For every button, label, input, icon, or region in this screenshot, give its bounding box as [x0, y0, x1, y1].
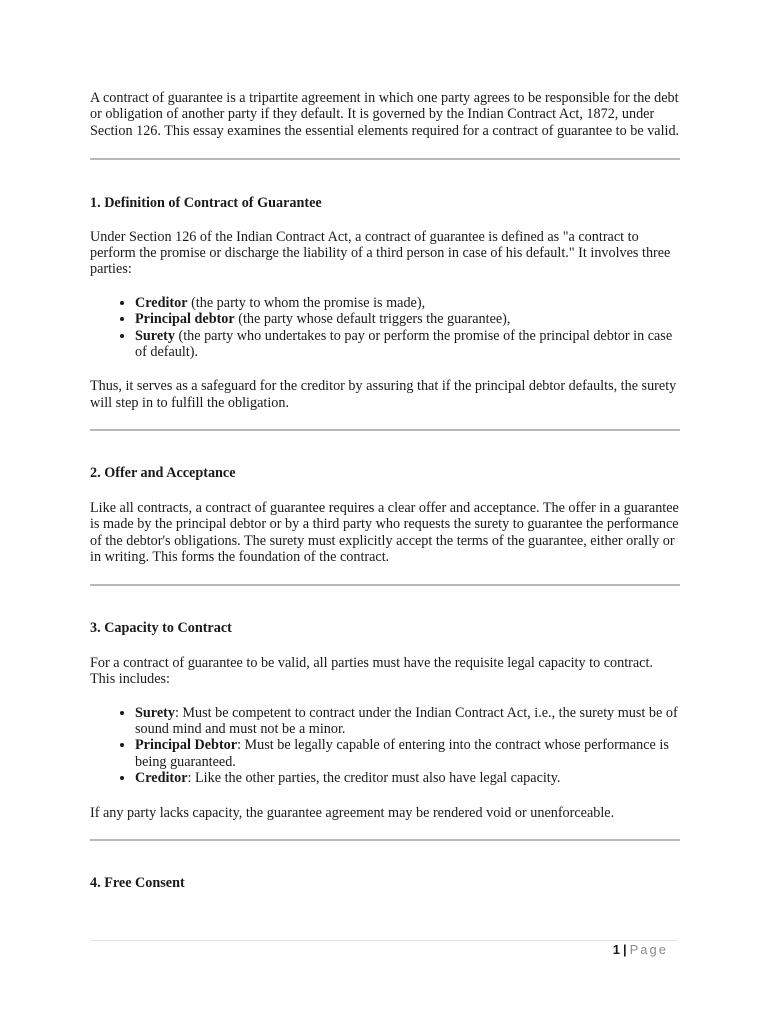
section-divider [90, 839, 680, 841]
section-paragraph: Under Section 126 of the Indian Contract Act, a contract of guarantee is defined as "a contract to perform the promise or discharge the liability of a third person in case of his default." It involves three parties: [90, 228, 671, 278]
list-item-term: Surety [135, 704, 175, 721]
page-footer [613, 942, 668, 957]
intro-paragraph: A contract of guarantee is a tripartite agreement in which one party agrees to be responsible for the debt or obligation of another party if they default. It is governed by the Indian Contract Act, 1872, under Section 126. This essay examines the essential elements required for a contract of guarantee to be valid. [90, 90, 680, 139]
list-item-term: Creditor [135, 770, 188, 787]
section-divider [90, 584, 680, 586]
section-heading: 1. Definition of Contract of Guarantee [90, 195, 322, 212]
list-item [135, 295, 680, 311]
list-item-term: Principal Debtor [135, 737, 238, 754]
section-divider [90, 429, 680, 431]
list-item [135, 328, 680, 361]
page-number: 1 [612, 942, 620, 957]
page-label: Page [629, 942, 668, 957]
section-heading: 2. Offer and Acceptance [90, 465, 236, 482]
list-item [135, 737, 680, 770]
section-paragraph: Like all contracts, a contract of guarantee requires a clear offer and acceptance. The offer in a guarantee is made by the principal debtor or by a third party who requests the surety to guarantee the performance of the debtor's obligations. The surety must explicitly accept the terms of the guarantee, either orally or in writing. This forms the foundation of the contract. [90, 499, 679, 565]
section-heading: 3. Capacity to Contract [90, 620, 232, 637]
list-item-text: (the party to whom the promise is made), [187, 294, 426, 311]
document-body [90, 90, 680, 891]
bullet-list [90, 295, 680, 361]
list-item-text: (the party whose default triggers the guarantee), [234, 311, 511, 328]
footer-separator: | [622, 942, 627, 957]
list-item-text: (the party who undertakes to pay or perform the promise of the principal debtor in case of default). [135, 327, 673, 361]
list-item-term: Creditor [135, 294, 188, 311]
footer-divider [90, 940, 678, 941]
list-item-text: : Must be competent to contract under the Indian Contract Act, i.e., the surety must be of sound mind and must not be a minor. [135, 704, 678, 737]
list-item-text: : Like the other parties, the creditor must also have legal capacity. [187, 770, 561, 787]
list-item-text: : Must be legally capable of entering into the contract whose performance is being guaranteed. [135, 737, 669, 770]
section-paragraph: Thus, it serves as a safeguard for the creditor by assuring that if the principal debtor defaults, the surety will step in to fulfill the obligation. [90, 378, 677, 411]
bullet-list [90, 705, 680, 787]
section-paragraph: For a contract of guarantee to be valid, all parties must have the requisite legal capacity to contract. This includes: [90, 654, 653, 688]
list-item-term: Surety [135, 327, 175, 344]
section-paragraph: If any party lacks capacity, the guarantee agreement may be rendered void or unenforceable. [90, 804, 615, 821]
section-heading: 4. Free Consent [90, 874, 185, 891]
list-item-term: Principal debtor [135, 311, 235, 328]
list-item [135, 705, 680, 738]
list-item [135, 770, 680, 786]
list-item [135, 311, 680, 327]
section-divider [90, 158, 680, 160]
